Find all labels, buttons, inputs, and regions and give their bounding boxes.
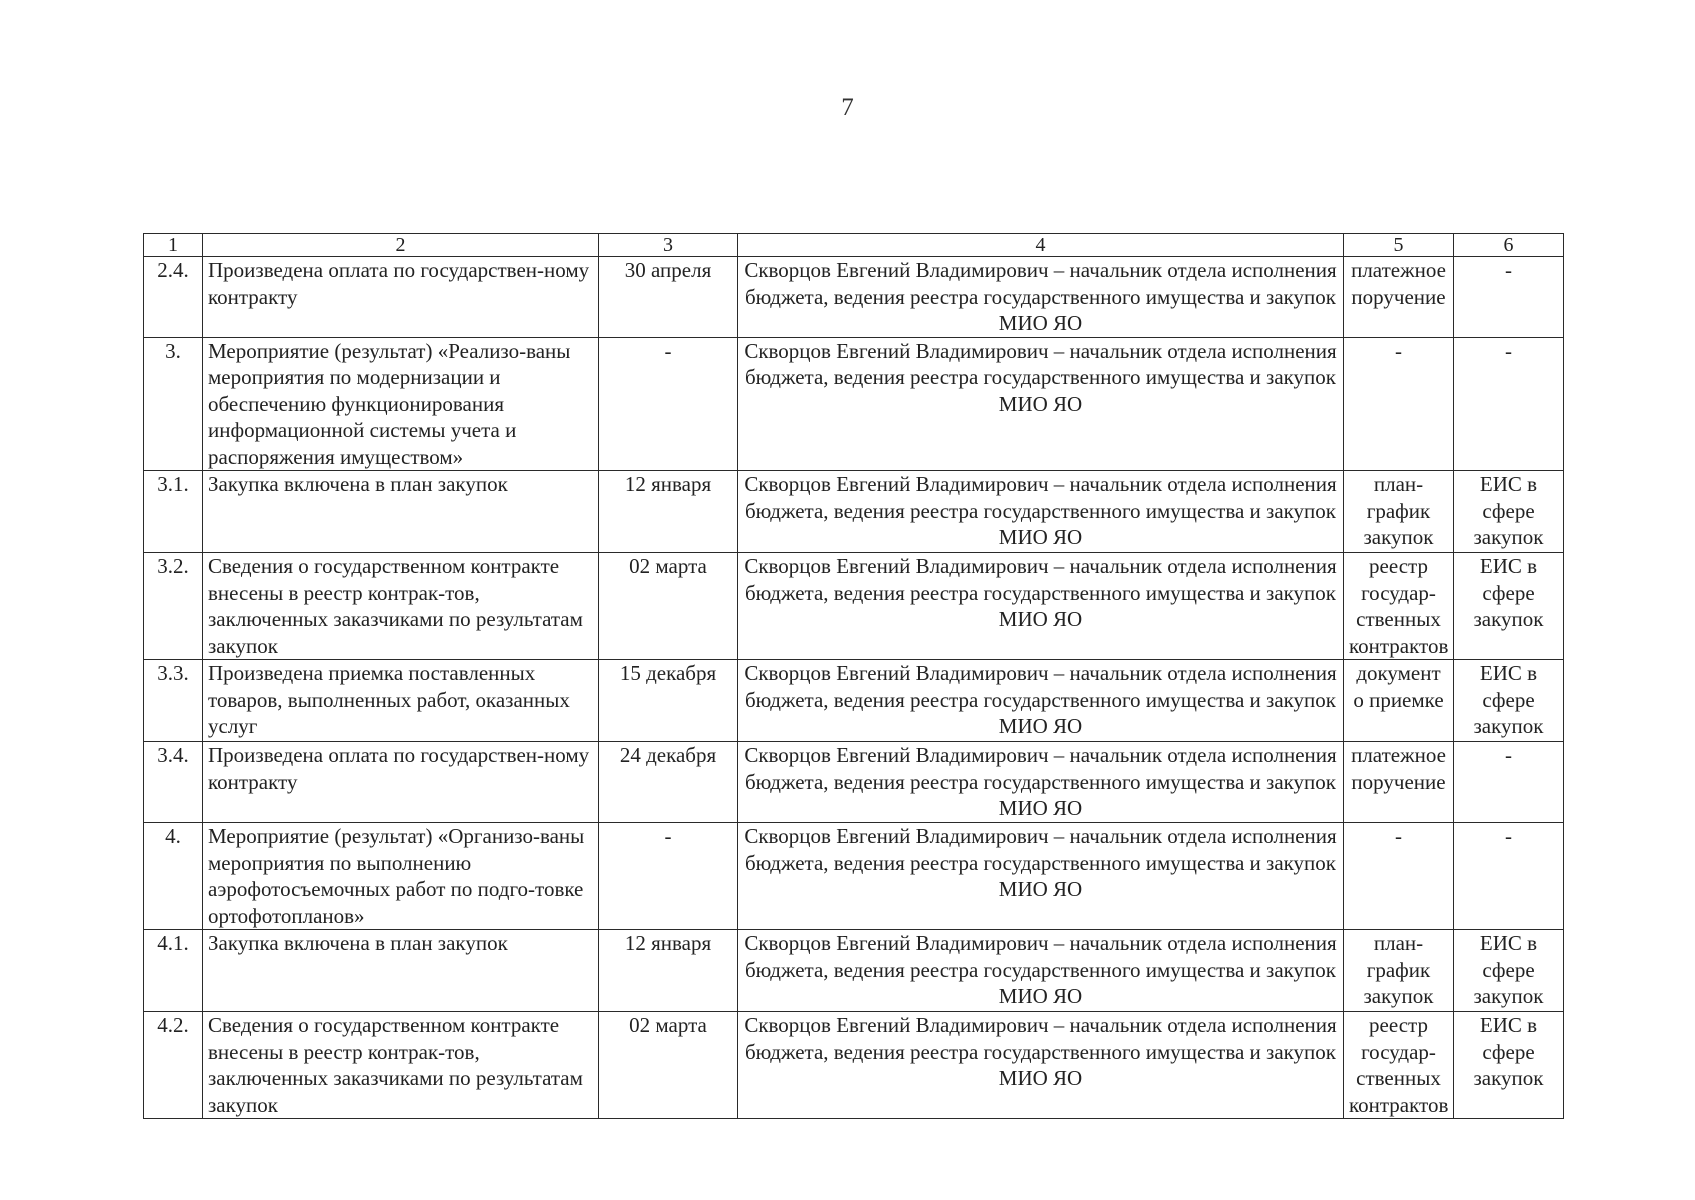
table-row — [144, 553, 1564, 660]
column-number-header: 2 — [203, 234, 599, 257]
deadline-date: 15 декабря — [599, 660, 738, 742]
information-system: - — [1454, 823, 1564, 930]
confirming-document: реестр государ-ственных контрактов — [1344, 553, 1454, 660]
confirming-document: реестр государ-ственных контрактов — [1344, 1012, 1454, 1119]
event-text: Закупка включена в план закупок — [203, 930, 599, 1012]
confirming-document: план-график закупок — [1344, 471, 1454, 553]
deadline-date: 12 января — [599, 471, 738, 553]
responsible-person: Скворцов Евгений Владимирович – начальник отдела исполнения бюджета, ведения реестра государственного имущества и закупок МИО ЯО — [738, 742, 1344, 823]
row-number: 2.4. — [144, 257, 203, 338]
responsible-person: Скворцов Евгений Владимирович – начальник отдела исполнения бюджета, ведения реестра государственного имущества и закупок МИО ЯО — [738, 823, 1344, 930]
responsible-person: Скворцов Евгений Владимирович – начальник отдела исполнения бюджета, ведения реестра государственного имущества и закупок МИО ЯО — [738, 257, 1344, 338]
column-number-header: 1 — [144, 234, 203, 257]
event-text: Произведена оплата по государствен-ному контракту — [203, 742, 599, 823]
table-row — [144, 337, 1564, 471]
information-system: - — [1454, 742, 1564, 823]
row-number: 4.2. — [144, 1012, 203, 1119]
row-number: 3. — [144, 337, 203, 471]
plan-table — [143, 233, 1564, 1119]
column-number-header: 5 — [1344, 234, 1454, 257]
page-number: 7 — [841, 94, 854, 121]
table-row — [144, 1012, 1564, 1119]
confirming-document: документ о приемке — [1344, 660, 1454, 742]
event-text: Мероприятие (результат) «Организо-ваны мероприятия по выполнению аэрофотосъемочных работ по подго-товке ортофотопланов» — [203, 823, 599, 930]
row-number: 4. — [144, 823, 203, 930]
row-number: 3.2. — [144, 553, 203, 660]
table-row — [144, 471, 1564, 553]
table-row — [144, 660, 1564, 742]
event-text: Закупка включена в план закупок — [203, 471, 599, 553]
information-system: - — [1454, 337, 1564, 471]
confirming-document: платежное поручение — [1344, 742, 1454, 823]
event-text: Мероприятие (результат) «Реализо-ваны мероприятия по модернизации и обеспечению функционирования информационной системы учета и распоряжения имуществом» — [203, 337, 599, 471]
row-number: 3.4. — [144, 742, 203, 823]
responsible-person: Скворцов Евгений Владимирович – начальник отдела исполнения бюджета, ведения реестра государственного имущества и закупок МИО ЯО — [738, 471, 1344, 553]
responsible-person: Скворцов Евгений Владимирович – начальник отдела исполнения бюджета, ведения реестра государственного имущества и закупок МИО ЯО — [738, 553, 1344, 660]
table-row — [144, 257, 1564, 338]
event-text: Сведения о государственном контракте внесены в реестр контрак-тов, заключенных заказчиками по результатам закупок — [203, 1012, 599, 1119]
event-text: Произведена оплата по государствен-ному контракту — [203, 257, 599, 338]
event-text: Произведена приемка поставленных товаров, выполненных работ, оказанных услуг — [203, 660, 599, 742]
confirming-document: - — [1344, 823, 1454, 930]
deadline-date: 02 марта — [599, 553, 738, 660]
table-row — [144, 742, 1564, 823]
table-header-row — [144, 234, 1564, 257]
event-text: Сведения о государственном контракте внесены в реестр контрак-тов, заключенных заказчиками по результатам закупок — [203, 553, 599, 660]
information-system: ЕИС в сфере закупок — [1454, 930, 1564, 1012]
deadline-date: - — [599, 823, 738, 930]
row-number: 3.3. — [144, 660, 203, 742]
information-system: - — [1454, 257, 1564, 338]
responsible-person: Скворцов Евгений Владимирович – начальник отдела исполнения бюджета, ведения реестра государственного имущества и закупок МИО ЯО — [738, 337, 1344, 471]
deadline-date: 24 декабря — [599, 742, 738, 823]
deadline-date: - — [599, 337, 738, 471]
responsible-person: Скворцов Евгений Владимирович – начальник отдела исполнения бюджета, ведения реестра государственного имущества и закупок МИО ЯО — [738, 660, 1344, 742]
deadline-date: 12 января — [599, 930, 738, 1012]
table-row — [144, 930, 1564, 1012]
confirming-document: план-график закупок — [1344, 930, 1454, 1012]
row-number: 3.1. — [144, 471, 203, 553]
confirming-document: платежное поручение — [1344, 257, 1454, 338]
information-system: ЕИС в сфере закупок — [1454, 553, 1564, 660]
deadline-date: 02 марта — [599, 1012, 738, 1119]
column-number-header: 3 — [599, 234, 738, 257]
responsible-person: Скворцов Евгений Владимирович – начальник отдела исполнения бюджета, ведения реестра государственного имущества и закупок МИО ЯО — [738, 1012, 1344, 1119]
information-system: ЕИС в сфере закупок — [1454, 471, 1564, 553]
information-system: ЕИС в сфере закупок — [1454, 1012, 1564, 1119]
row-number: 4.1. — [144, 930, 203, 1012]
deadline-date: 30 апреля — [599, 257, 738, 338]
responsible-person: Скворцов Евгений Владимирович – начальник отдела исполнения бюджета, ведения реестра государственного имущества и закупок МИО ЯО — [738, 930, 1344, 1012]
column-number-header: 6 — [1454, 234, 1564, 257]
confirming-document: - — [1344, 337, 1454, 471]
column-number-header: 4 — [738, 234, 1344, 257]
information-system: ЕИС в сфере закупок — [1454, 660, 1564, 742]
table-row — [144, 823, 1564, 930]
